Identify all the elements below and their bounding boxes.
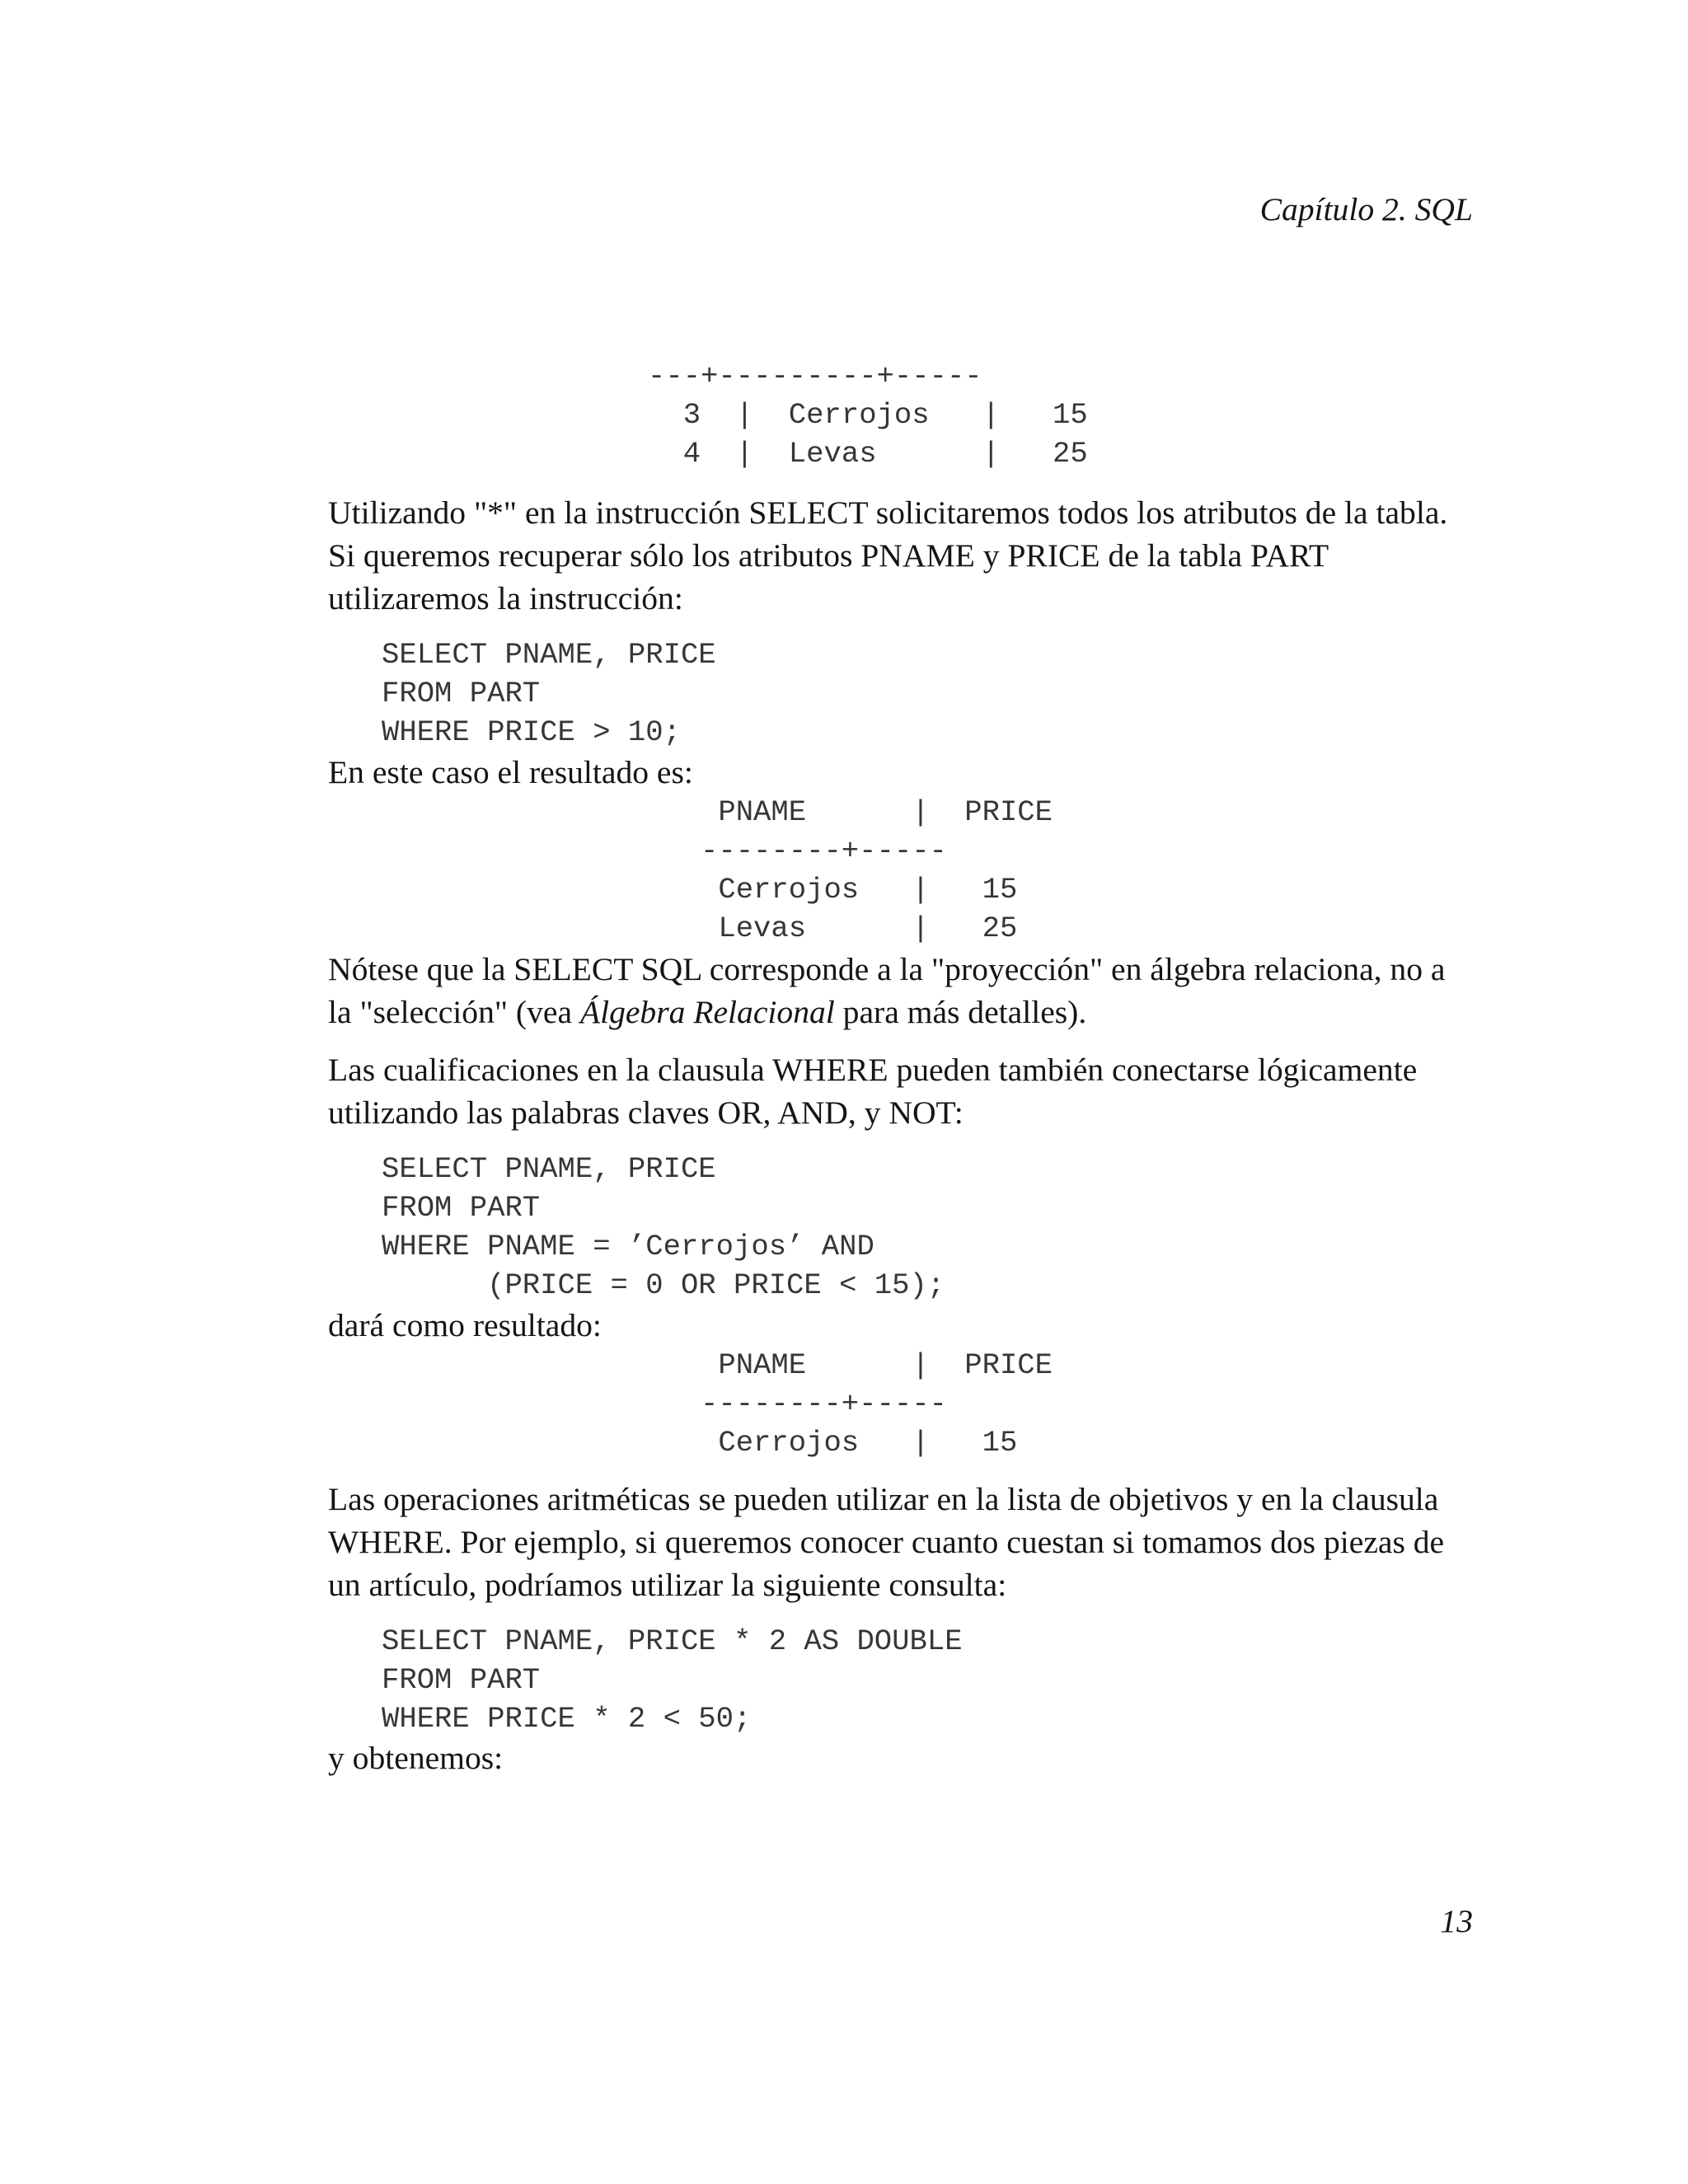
continued-result-table bbox=[648, 357, 1088, 473]
table-row: 4 | Levas | 25 bbox=[648, 437, 1088, 471]
code-line: (PRICE = 0 OR PRICE < 15); bbox=[382, 1268, 945, 1302]
intro-paragraph bbox=[328, 491, 1447, 620]
paragraph-line: Las cualificaciones en la clausula WHERE pueden también conectarse lógicamente bbox=[328, 1052, 1418, 1088]
arithmetic-paragraph bbox=[328, 1478, 1444, 1606]
table-row: Levas | 25 bbox=[701, 912, 1018, 945]
table-row: 3 | Cerrojos | 15 bbox=[648, 398, 1088, 432]
paragraph-line: Utilizando "*" en la instrucción SELECT solicitaremos todos los atributos de la tabla. bbox=[328, 494, 1448, 531]
result-table bbox=[701, 793, 1053, 948]
code-line: WHERE PRICE > 10; bbox=[382, 715, 681, 749]
paragraph-line: Las operaciones aritméticas se pueden utilizar en la lista de objetivos y en la clausula bbox=[328, 1481, 1439, 1517]
code-line: FROM PART bbox=[382, 1663, 541, 1697]
code-line: SELECT PNAME, PRICE * 2 AS DOUBLE bbox=[382, 1624, 963, 1658]
paragraph-line: utilizando las palabras claves OR, AND, y NOT: bbox=[328, 1094, 964, 1131]
logic-paragraph bbox=[328, 1048, 1417, 1134]
paragraph-line: WHERE. Por ejemplo, si queremos conocer cuanto cuestan si tomamos dos piezas de bbox=[328, 1524, 1445, 1560]
table-separator: --------+----- bbox=[701, 1387, 947, 1421]
table-row: Cerrojos | 15 bbox=[701, 1426, 1018, 1460]
paragraph-line: utilizaremos la instrucción: bbox=[328, 580, 683, 616]
paragraph-text: para más detalles). bbox=[834, 994, 1087, 1030]
table-header-row: PNAME | PRICE bbox=[701, 795, 1053, 829]
code-line: SELECT PNAME, PRICE bbox=[382, 1152, 716, 1186]
sql-query-code bbox=[382, 635, 716, 752]
paragraph-line bbox=[328, 991, 1445, 1033]
page-number: 13 bbox=[1440, 1903, 1473, 1939]
sql-query-code bbox=[382, 1622, 963, 1738]
paragraph-text: la "selección" (vea bbox=[328, 994, 580, 1030]
paragraph-line: un artículo, podríamos utilizar la siguiente consulta: bbox=[328, 1567, 1007, 1603]
code-line: SELECT PNAME, PRICE bbox=[382, 638, 716, 672]
paragraph-line: Nótese que la SELECT SQL corresponde a la "proyección" en álgebra relaciona, no a bbox=[328, 951, 1446, 987]
sql-query-code bbox=[382, 1150, 945, 1305]
running-header: Capítulo 2. SQL bbox=[1259, 191, 1473, 227]
cross-reference: Álgebra Relacional bbox=[579, 994, 835, 1030]
table-row: Cerrojos | 15 bbox=[701, 873, 1018, 907]
result-intro-text: dará como resultado: bbox=[328, 1307, 602, 1343]
code-line: WHERE PRICE * 2 < 50; bbox=[382, 1702, 752, 1736]
code-line: FROM PART bbox=[382, 677, 541, 710]
result-table bbox=[701, 1346, 1053, 1462]
projection-note-paragraph bbox=[328, 948, 1445, 1033]
table-separator: ---+---------+----- bbox=[648, 359, 982, 393]
code-line: FROM PART bbox=[382, 1191, 541, 1225]
code-line: WHERE PNAME = ’Cerrojos’ AND bbox=[382, 1230, 874, 1263]
paragraph-line: Si queremos recuperar sólo los atributos PNAME y PRICE de la tabla PART bbox=[328, 537, 1329, 574]
table-header-row: PNAME | PRICE bbox=[701, 1348, 1053, 1382]
table-separator: --------+----- bbox=[701, 834, 947, 868]
result-intro-text: y obtenemos: bbox=[328, 1740, 504, 1776]
result-intro-text: En este caso el resultado es: bbox=[328, 754, 693, 790]
